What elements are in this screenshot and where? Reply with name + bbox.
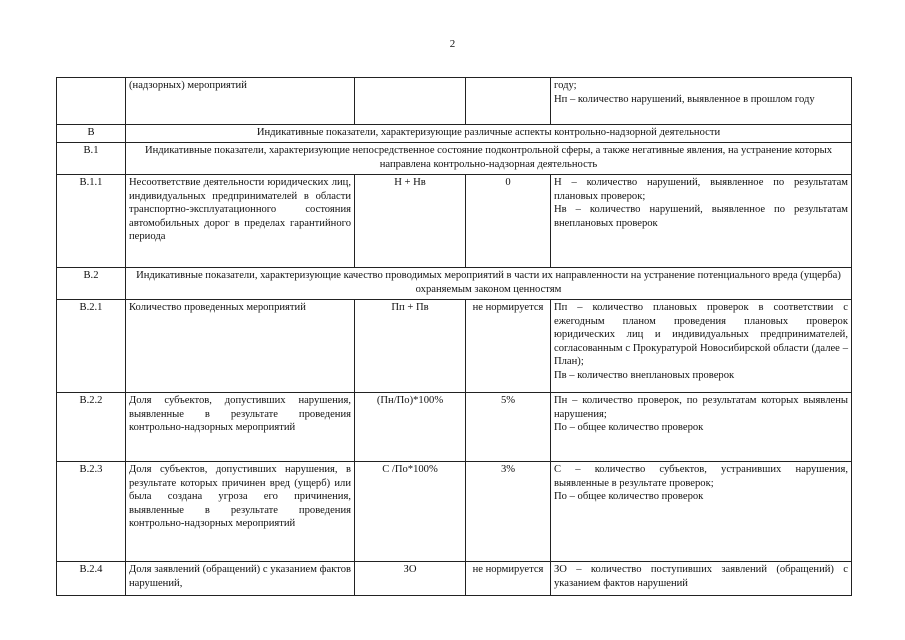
- cell-description: [551, 393, 852, 462]
- cell-name: Доля субъектов, допустивших нарушения, в результате которых причинен вред (ущерб) или была создана угроза его причинения, выявленные в результате проведения контрольно-надзорных мероприятий: [126, 462, 355, 562]
- cell-name: Количество проведенных мероприятий: [126, 300, 355, 393]
- cell-formula: [355, 78, 466, 125]
- section-row: [57, 143, 852, 175]
- description-line: По – общее количество проверок: [554, 491, 704, 503]
- description-line: ЗО – количество поступивших заявлений (обращений) с указанием фактов нарушений: [554, 564, 848, 589]
- cell-target: 3%: [466, 462, 551, 562]
- cell-formula: Пп + Пв: [355, 300, 466, 393]
- section-row: [57, 125, 852, 143]
- cell-target: не нормируется: [466, 300, 551, 393]
- cell-target: 0: [466, 175, 551, 268]
- section-title: Индикативные показатели, характеризующие качество проводимых мероприятий в части их направленности на устранение потенциального вреда (ущерба) охраняемым законом ценностям: [126, 268, 852, 300]
- table-row: [57, 562, 852, 596]
- section-title: Индикативные показатели, характеризующие непосредственное состояние подконтрольной сферы, а также негативные явления, на устранение которых направлена контрольно-надзорная деятельность: [126, 143, 852, 175]
- description-line: Пп – количество плановых проверок в соответствии с ежегодным планом проведения плановых проверок юридических лиц и индивидуальных предпринимателей, согласованным с Прокуратурой Новосибирской области (далее – План);: [554, 302, 848, 368]
- description-line: Нп – количество нарушений, выявленное в прошлом году: [554, 93, 815, 105]
- table-row: [57, 175, 852, 268]
- page-number: 2: [449, 38, 456, 50]
- cell-description: [551, 462, 852, 562]
- description-line: По – общее количество проверок: [554, 422, 704, 434]
- cell-description: [551, 562, 852, 596]
- table-row: [57, 393, 852, 462]
- table-row: [57, 462, 852, 562]
- cell-formula: ЗО: [355, 562, 466, 596]
- cell-num: В.2.2: [57, 393, 126, 462]
- cell-description: [551, 175, 852, 268]
- cell-num: В.2.4: [57, 562, 126, 596]
- description-line: Н – количество нарушений, выявленное по результатам плановых проверок;: [554, 177, 848, 202]
- cell-description: [551, 300, 852, 393]
- cell-num: В.2.3: [57, 462, 126, 562]
- cell-name: (надзорных) мероприятий: [126, 78, 355, 125]
- cell-num: В.2.1: [57, 300, 126, 393]
- cell-name: Доля заявлений (обращений) с указанием фактов нарушений,: [126, 562, 355, 596]
- cell-target: 5%: [466, 393, 551, 462]
- section-row: [57, 268, 852, 300]
- cell-formula: С /По*100%: [355, 462, 466, 562]
- indicators-table: [56, 77, 852, 596]
- table-row: [57, 300, 852, 393]
- description-line: Пн – количество проверок, по результатам которых выявлены нарушения;: [554, 395, 848, 420]
- section-number: В.1: [57, 143, 126, 175]
- description-line: Нв – количество нарушений, выявленное по результатам внеплановых проверок: [554, 204, 848, 229]
- cell-num: В.1.1: [57, 175, 126, 268]
- cell-name: Доля субъектов, допустивших нарушения, выявленные в результате проведения контрольно-надзорных мероприятий: [126, 393, 355, 462]
- description-line: С – количество субъектов, устранивших нарушения, выявленные в результате проверок;: [554, 464, 848, 489]
- section-number: В: [57, 125, 126, 143]
- cell-formula: (Пн/По)*100%: [355, 393, 466, 462]
- table-row: [57, 78, 852, 125]
- description-line: Пв – количество внеплановых проверок: [554, 369, 735, 381]
- cell-target: [466, 78, 551, 125]
- cell-num: [57, 78, 126, 125]
- cell-name: Несоответствие деятельности юридических лиц, индивидуальных предпринимателей в области транспортно-эксплуатационного состояния автомобильных дорог в пределах гарантийного периода: [126, 175, 355, 268]
- cell-target: не нормируется: [466, 562, 551, 596]
- description-line: году;: [554, 80, 577, 91]
- section-number: В.2: [57, 268, 126, 300]
- cell-formula: Н + Нв: [355, 175, 466, 268]
- cell-description: [551, 78, 852, 125]
- section-title: Индикативные показатели, характеризующие различные аспекты контрольно-надзорной деятельности: [126, 125, 852, 143]
